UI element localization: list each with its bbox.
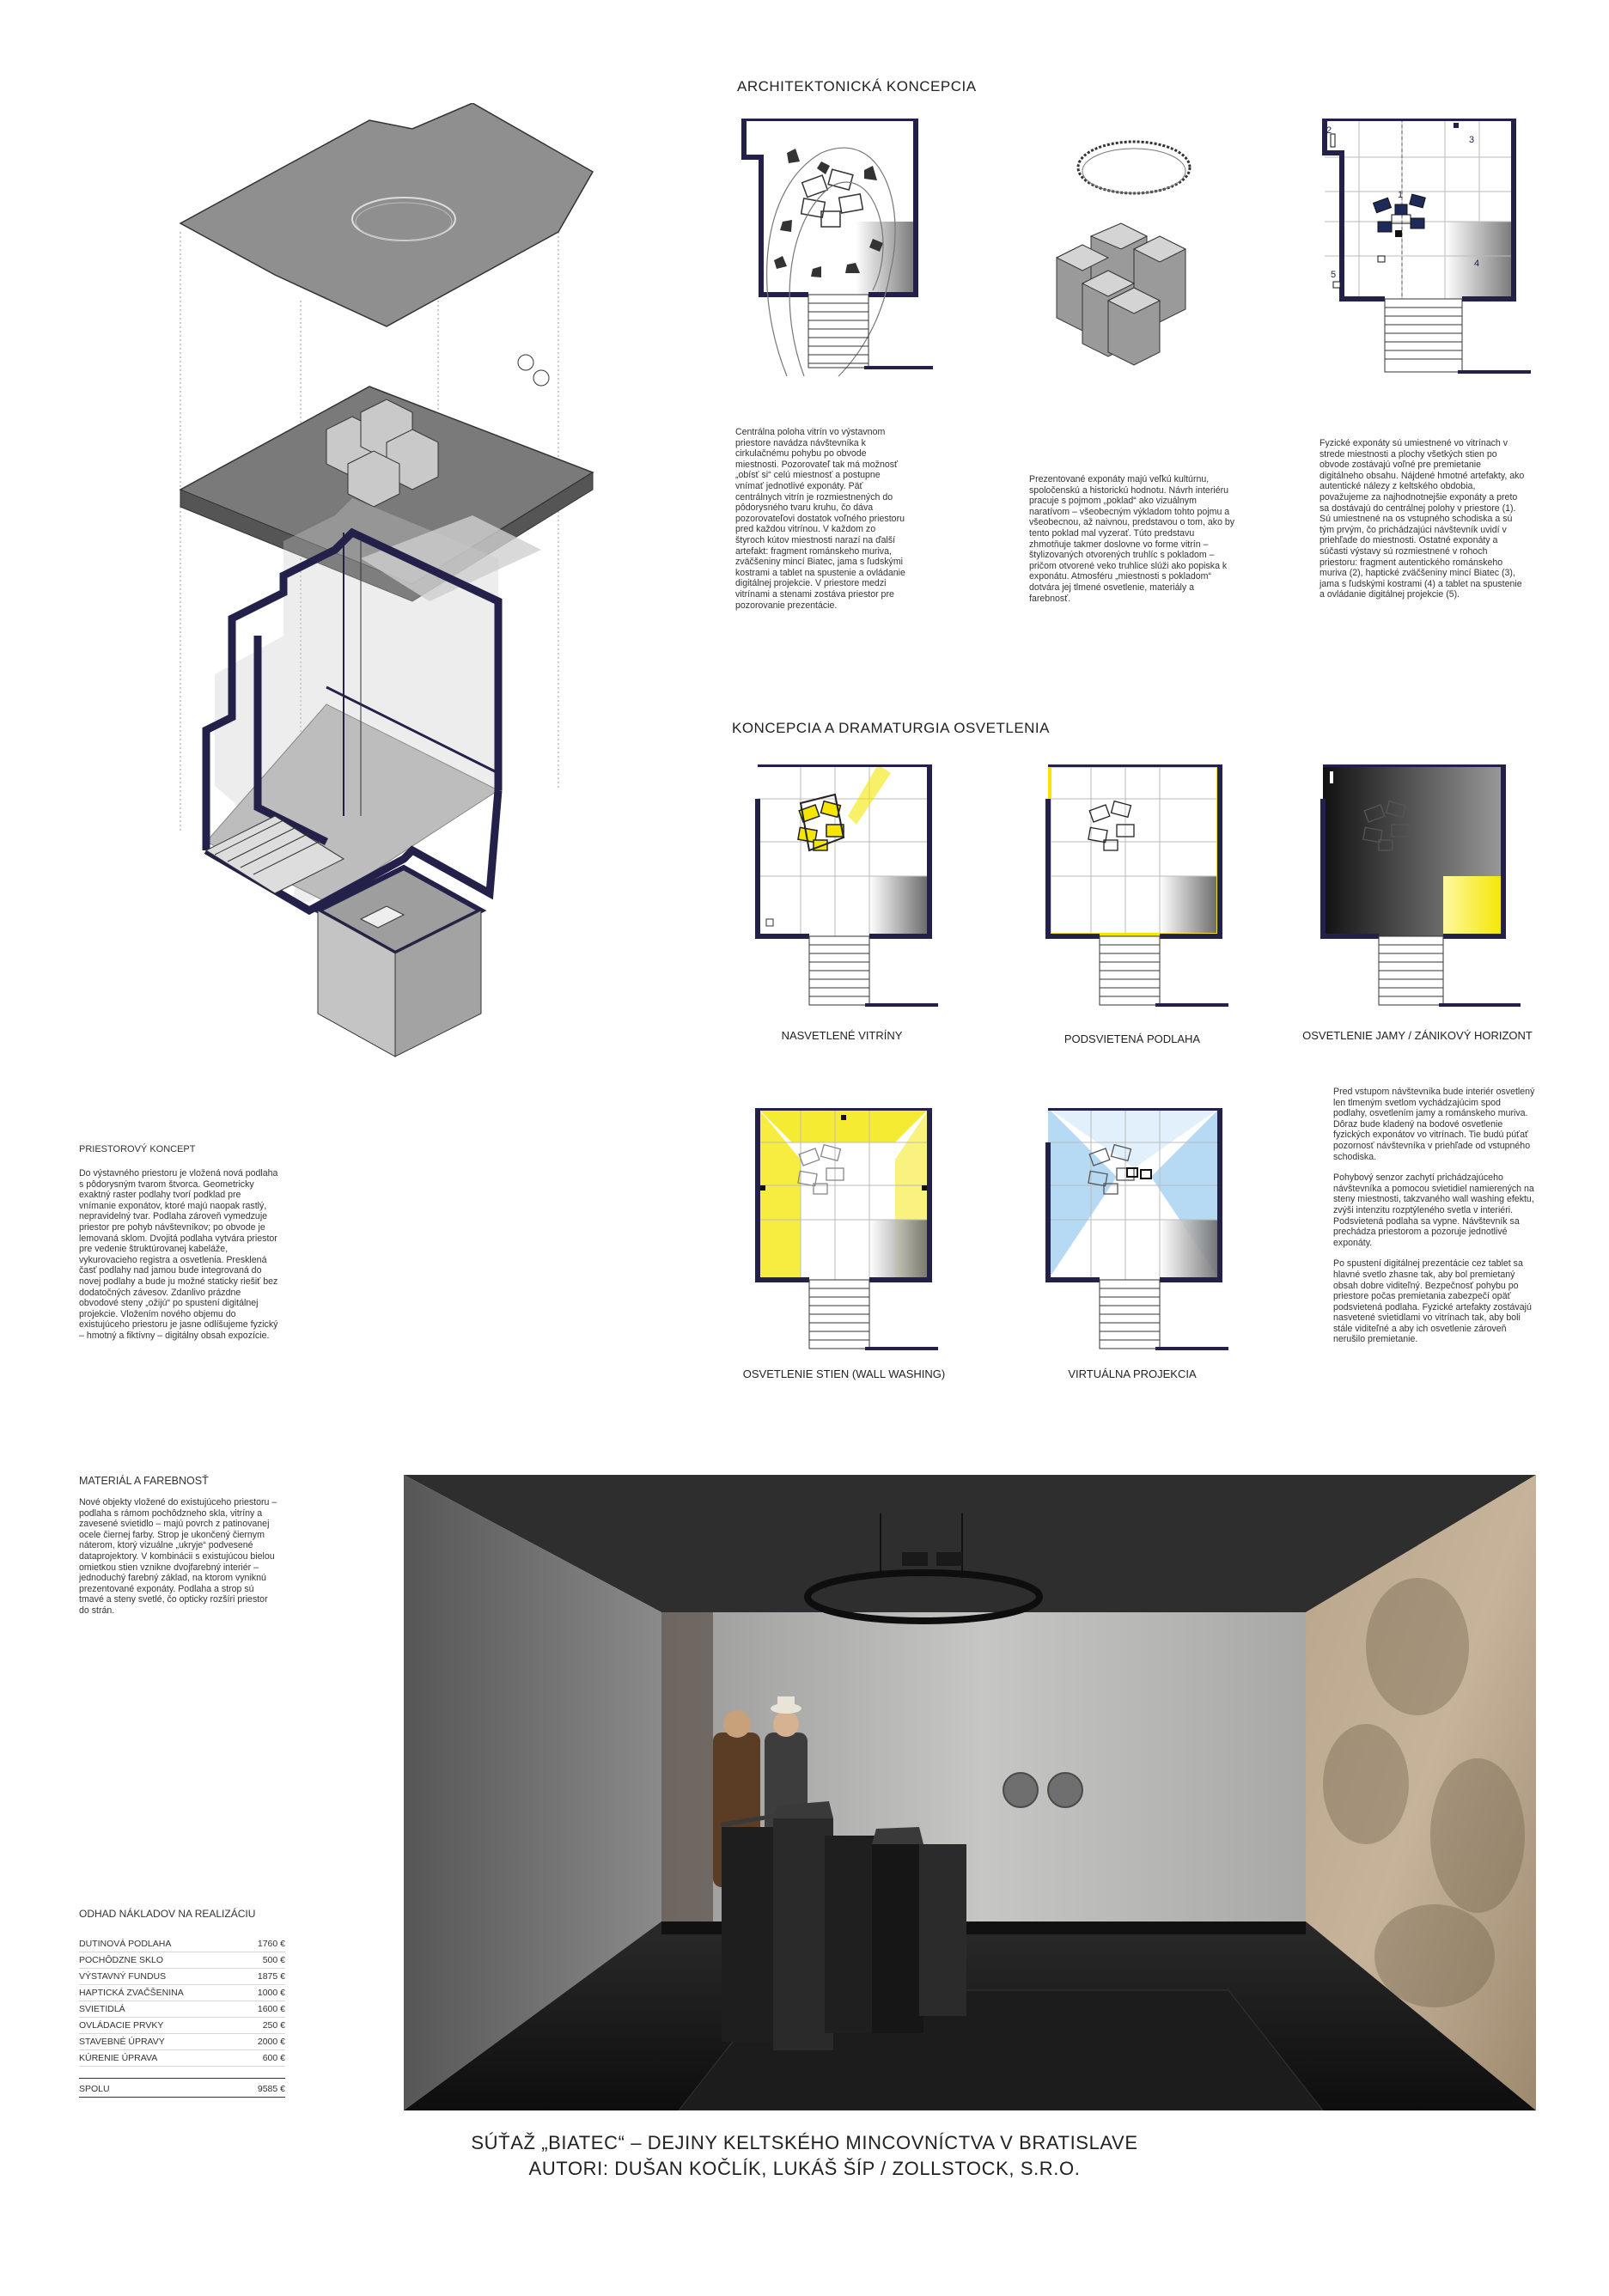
lighting-text [1333,1087,1535,1355]
cost-value: 1600 € [242,2001,285,2018]
cost-label: OVLÁDACIE PRVKY [79,2018,242,2034]
cost-label: KÚRENIE ÚPRAVA [79,2050,242,2067]
cases-axonometry [1039,129,1220,369]
lighting-heading: KONCEPCIA A DRAMATURGIA OSVETLENIA [732,720,1050,736]
footer-line2: AUTORI: DUŠAN KOČLÍK, LUKÁŠ ŠÍP / ZOLLSTOCK, S.R.O. [528,2158,1081,2179]
plan-number-4: 4 [1474,259,1480,269]
cost-label: POCHÔDZNE SKLO [79,1952,242,1969]
cost-total-value: 9585 € [242,2079,285,2098]
cost-value: 600 € [242,2050,285,2067]
lighting-plan-vitriny [741,764,947,1022]
plan-numbered [1316,119,1539,385]
footer-line1: SÚŤAŽ „BIATEC“ – DEJINY KELTSKÉHO MINCOVNÍCTVA V BRATISLAVE [471,2132,1138,2153]
lighting-plan-projekcia [1031,1108,1237,1366]
lighting-plan-jama [1306,764,1529,1022]
cost-value: 250 € [242,2018,285,2034]
cost-row [79,2018,285,2034]
lighting-plan-podlaha [1031,764,1237,1022]
cost-value: 1000 € [242,1985,285,2001]
material-text: Nové objekty vložené do existujúceho priestoru – podlaha s rámom pochôdzneho skla, vitríny a zavesené svietidlo – majú povrch z patinovanej ocele čiernej farby. Strop je ukončený čiernym náterom, ktorý vizuálne „ukryje“ podvesené dataprojektory. V kombinácii s existujúcou bielou omietkou stien vznikne dvojfarebný interiér – jednoduchý farebný základ, na ktorom vyniknú prezentované exponáty. Podlaha a strop sú tmavé a steny svetlé, čo opticky rozšíri priestor do strán. [79,1497,277,1616]
costs-table [79,1936,285,2098]
plan-number-5: 5 [1331,270,1337,280]
arch-heading: ARCHITEKTONICKÁ KONCEPCIA [737,78,977,94]
cost-value: 1875 € [242,1969,285,1985]
arch-text-col1: Centrálna poloha vitrín vo výstavnom priestore navádza návštevníka k cirkulačnému pohybu po obvode miestnosti. Pozorovateľ tak má možnosť „obísť si“ celú miestnosť a postupne vnímať jednotlivé exponáty. Päť centrálnych vitrín je rozmiestnených do pôdorysného tvaru kruhu, čo dáva pozorovateľovi dostatok voľného priestoru pred každou vitrínou. V každom zo štyroch kútov miestnosti narazí na ďalší artefakt: fragment románskeho muriva, zväčšeniny mincí Biatec, jama s ľudskými kostrami a tablet na spustenie a ovládanie digitálnej projekcie. V priestore medzi vitrínami a stenami zostáva priestor pre pozorovanie prezentácie. [735,427,905,611]
lighting-text-2: Pohybový senzor zachytí prichádzajúceho návštevníka a pomocou svietidiel namierených na steny miestnosti, takzvaného wall washing efektu, zvýši intenzitu rozptýleného svetla v interiéri. Podsvietená podlaha sa vypne. Návštevník sa prechádza priestorom a pozoruje jednotlivé exponáty. [1333,1172,1534,1248]
cost-label: SVIETIDLÁ [79,2001,242,2018]
lighting-text-1: Pred vstupom návštevníka bude interiér osvetlený len tlmeným svetlom vychádzajúcim spod podlahy, osvetlením jamy a románskeho muriva. Dôraz bude kladený na bodové osvetlenie fyzických exponátov vo vitrínach. Tie budú púťať pozornosť návštevníka v priehľade od vstupného schodiska. [1333,1087,1535,1162]
arch-text-col3: Fyzické exponáty sú umiestnené vo vitrínach v strede miestnosti a plochy všetkých stien po obvode zostávajú voľné pre premietanie digitálneho obsahu. Nájdené hmotné artefakty, ako autentické nálezy z keltského obdobia, považujeme za najhodnotnejšie exponáty a preto sa dostávajú do centrálnej polohy v priestore (1). Sú umiestnené na os vstupného schodiska a sú tým prvým, čo prichádzajúci návštevník uvidí v priehľade do miestnosti. Ostatné exponáty a súčasti výstavy sú rozmiestnené v rohoch priestoru: fragment autentického románskeho muriva (2), haptické zväčšeniny mincí Biatec (3), jama s ľudskými kostrami (4) a tablet na spustenie a ovládanie digitálnej projekcie (5). [1320,438,1525,600]
cost-row [79,1985,285,2001]
cost-row [79,1952,285,1969]
cost-label: VÝSTAVNÝ FUNDUS [79,1969,242,1985]
cost-row [79,2001,285,2018]
cost-label: STAVEBNÉ ÚPRAVY [79,2034,242,2050]
concept-text: Do výstavného priestoru je vložená nová podlaha s pôdorysným tvarom štvorca. Geometricky exaktný raster podlahy tvorí podklad pre vnímanie exponátov, ktoré majú naopak rastlý, nepravidelný tvar. Podlaha zároveň vymedzuje priestor pre pohyb návštevníkov; po obvode je lemovaná sklom. Dvojitá podlaha vytvára priestor pre vedenie štruktúrovanej kabeláže, vykurovacieho registra a osvetlenia. Presklená časť podlahy nad jamou bude integrovaná do novej podlahy a bude ju možné staticky riešiť bez dodatočných závesov. Zdanlivo prázdne obvodové steny „ožijú“ po spustení digitálnej projekcie. Vložením nového objemu do existujúceho priestoru je jasne odlíšujeme fyzický – hmotný a fiktívny – digitálny obsah expozície. [79,1168,278,1341]
plan-number-1: 1 [1398,190,1404,200]
cost-row [79,2034,285,2050]
interior-render [404,1475,1536,2110]
cost-row [79,2050,285,2067]
cost-label: DUTINOVÁ PODLAHA [79,1936,242,1952]
caption-vitriny: NASVETLENÉ VITRÍNY [781,1029,903,1042]
exploded-axonometry [129,103,661,1160]
lighting-text-3: Po spustení digitálnej prezentácie cez tablet sa hlavné svetlo zhasne tak, aby bol premietaný obsah dobre viditeľný. Bezpečnosť pohybu po priestore počas premietania zabezpečí opäť podsvietená podlaha. Fyzické artefakty zostávajú nasvetené svietidlami vo vitrínach tak, aby boli stále viditeľné a aby ich osvetlenie zároveň nerušilo premietanie. [1333,1258,1532,1345]
caption-projekcia: VIRTUÁLNA PROJEKCIA [1068,1367,1197,1380]
cost-spacer [79,2067,285,2079]
cost-value: 500 € [242,1952,285,1969]
caption-podlaha: PODSVIETENÁ PODLAHA [1064,1032,1201,1045]
cost-row [79,1936,285,1952]
cost-row [79,1969,285,1985]
arch-text-col2: Prezentované exponáty majú veľkú kultúrnu, spoločenskú a historickú hodnotu. Návrh interiéru pracuje s pojmom „poklad“ ako vizuálnym naratívom – všeobecným výkladom tohto pojmu a všeobecnou, až naivnou, predstavou o tom, ako by tento poklad mal vyzerať. Túto predstavu zhmotňuje takmer doslovne vo forme vitrín – štylizovaných otvorených truhlíc s pokladom – pričom otvorené veko truhlice slúži ako popiska k exponátu. Atmosféru „miestnosti s pokladom“ dotvára jej tlmené osvetlenie, materiály a farebnosť. [1029,474,1235,604]
caption-jama: OSVETLENIE JAMY / ZÁNIKOVÝ HORIZONT [1302,1029,1533,1042]
plan-circulation [735,119,942,385]
costs-heading: ODHAD NÁKLADOV NA REALIZÁCIU [79,1908,256,1920]
plan-number-2: 2 [1326,125,1332,136]
caption-wall-washing: OSVETLENIE STIEN (WALL WASHING) [742,1367,946,1380]
concept-heading: PRIESTOROVÝ KONCEPT [79,1144,196,1154]
footer-title [0,2130,1609,2182]
material-heading: MATERIÁL A FAREBNOSŤ [79,1475,209,1487]
cost-total-label: SPOLU [79,2079,242,2098]
cost-value: 2000 € [242,2034,285,2050]
lighting-plan-wall-washing [741,1108,947,1366]
plan-number-3: 3 [1469,135,1475,145]
cost-label: HAPTICKÁ ZVAČŠENINA [79,1985,242,2001]
cost-total-row [79,2079,285,2098]
cost-value: 1760 € [242,1936,285,1952]
